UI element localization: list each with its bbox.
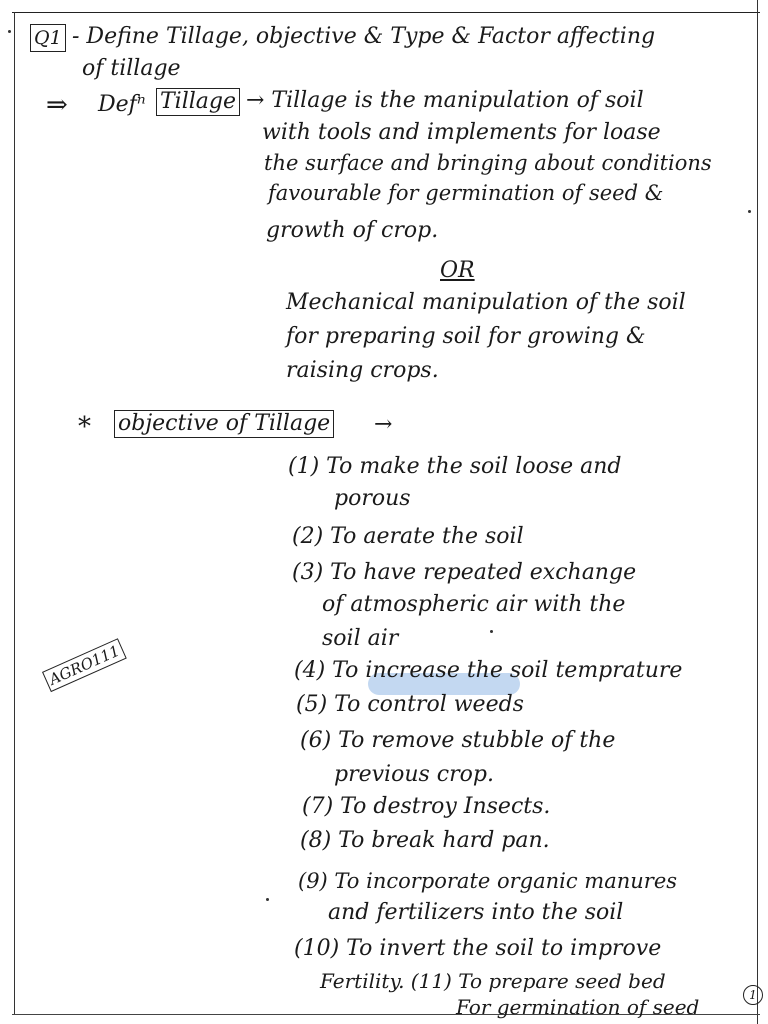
- question-number-box: Q1: [30, 24, 66, 52]
- objectives-heading: objective of Tillage: [114, 410, 334, 438]
- objective-line-7: (4) To increase the soil temprature: [294, 658, 683, 683]
- definition-line-5: growth of crop.: [266, 218, 439, 243]
- pen-mark: [748, 210, 751, 213]
- objective-line-11: (7) To destroy Insects.: [302, 794, 551, 819]
- objective-line-14: and fertilizers into the soil: [328, 900, 624, 925]
- pen-mark: [490, 630, 493, 633]
- page-right-margin-rule: [757, 0, 758, 1024]
- objective-line-10: previous crop.: [334, 762, 494, 787]
- pen-mark: [8, 30, 11, 33]
- objective-line-1: (1) To make the soil loose and: [288, 454, 622, 479]
- double-arrow-icon: ⇒: [46, 90, 68, 120]
- objective-line-4: (3) To have repeated exchange: [292, 560, 637, 585]
- objective-line-2: porous: [334, 486, 411, 511]
- definition-line-1: → Tillage is the manipulation of soil: [246, 88, 644, 113]
- objective-line-16: Fertility. (11) To prepare seed bed: [320, 969, 666, 993]
- page-number-circle: 1: [743, 985, 763, 1005]
- or-label: OR: [440, 258, 475, 283]
- objectives-heading-arrow: →: [374, 412, 393, 437]
- definition-boxed-term: Tillage: [156, 88, 240, 116]
- pen-mark: [266, 898, 269, 901]
- definition-line-4: favourable for germination of seed &: [268, 181, 664, 205]
- objective-line-9: (6) To remove stubble of the: [300, 728, 616, 753]
- page-top-rule: [12, 12, 760, 13]
- alt-definition-line-3: raising crops.: [286, 358, 439, 383]
- objective-line-5: of atmospheric air with the: [322, 592, 626, 617]
- definition-line-3: the surface and bringing about conditions: [264, 151, 712, 175]
- question-text-line-2: of tillage: [82, 56, 181, 81]
- objective-line-8: (5) To control weeds: [296, 692, 524, 717]
- definition-line-2: with tools and implements for loase: [262, 120, 661, 145]
- objective-line-3: (2) To aerate the soil: [292, 524, 524, 549]
- objective-line-15: (10) To invert the soil to improve: [294, 936, 662, 961]
- course-code-stamp: AGRO111: [42, 638, 127, 692]
- page-left-margin-rule: [14, 12, 15, 1014]
- question-text-line-1: - Define Tillage, objective & Type & Factor affecting: [72, 24, 656, 49]
- objective-line-6: soil air: [322, 626, 399, 651]
- objective-line-12: (8) To break hard pan.: [300, 828, 550, 853]
- alt-definition-line-2: for preparing soil for growing &: [286, 324, 646, 349]
- objective-line-13: (9) To incorporate organic manures: [298, 869, 678, 893]
- objective-line-17: For germination of seed: [456, 995, 700, 1019]
- definition-prefix: Defⁿ: [98, 92, 146, 117]
- asterisk-bullet-icon: *: [78, 412, 91, 442]
- alt-definition-line-1: Mechanical manipulation of the soil: [286, 290, 686, 315]
